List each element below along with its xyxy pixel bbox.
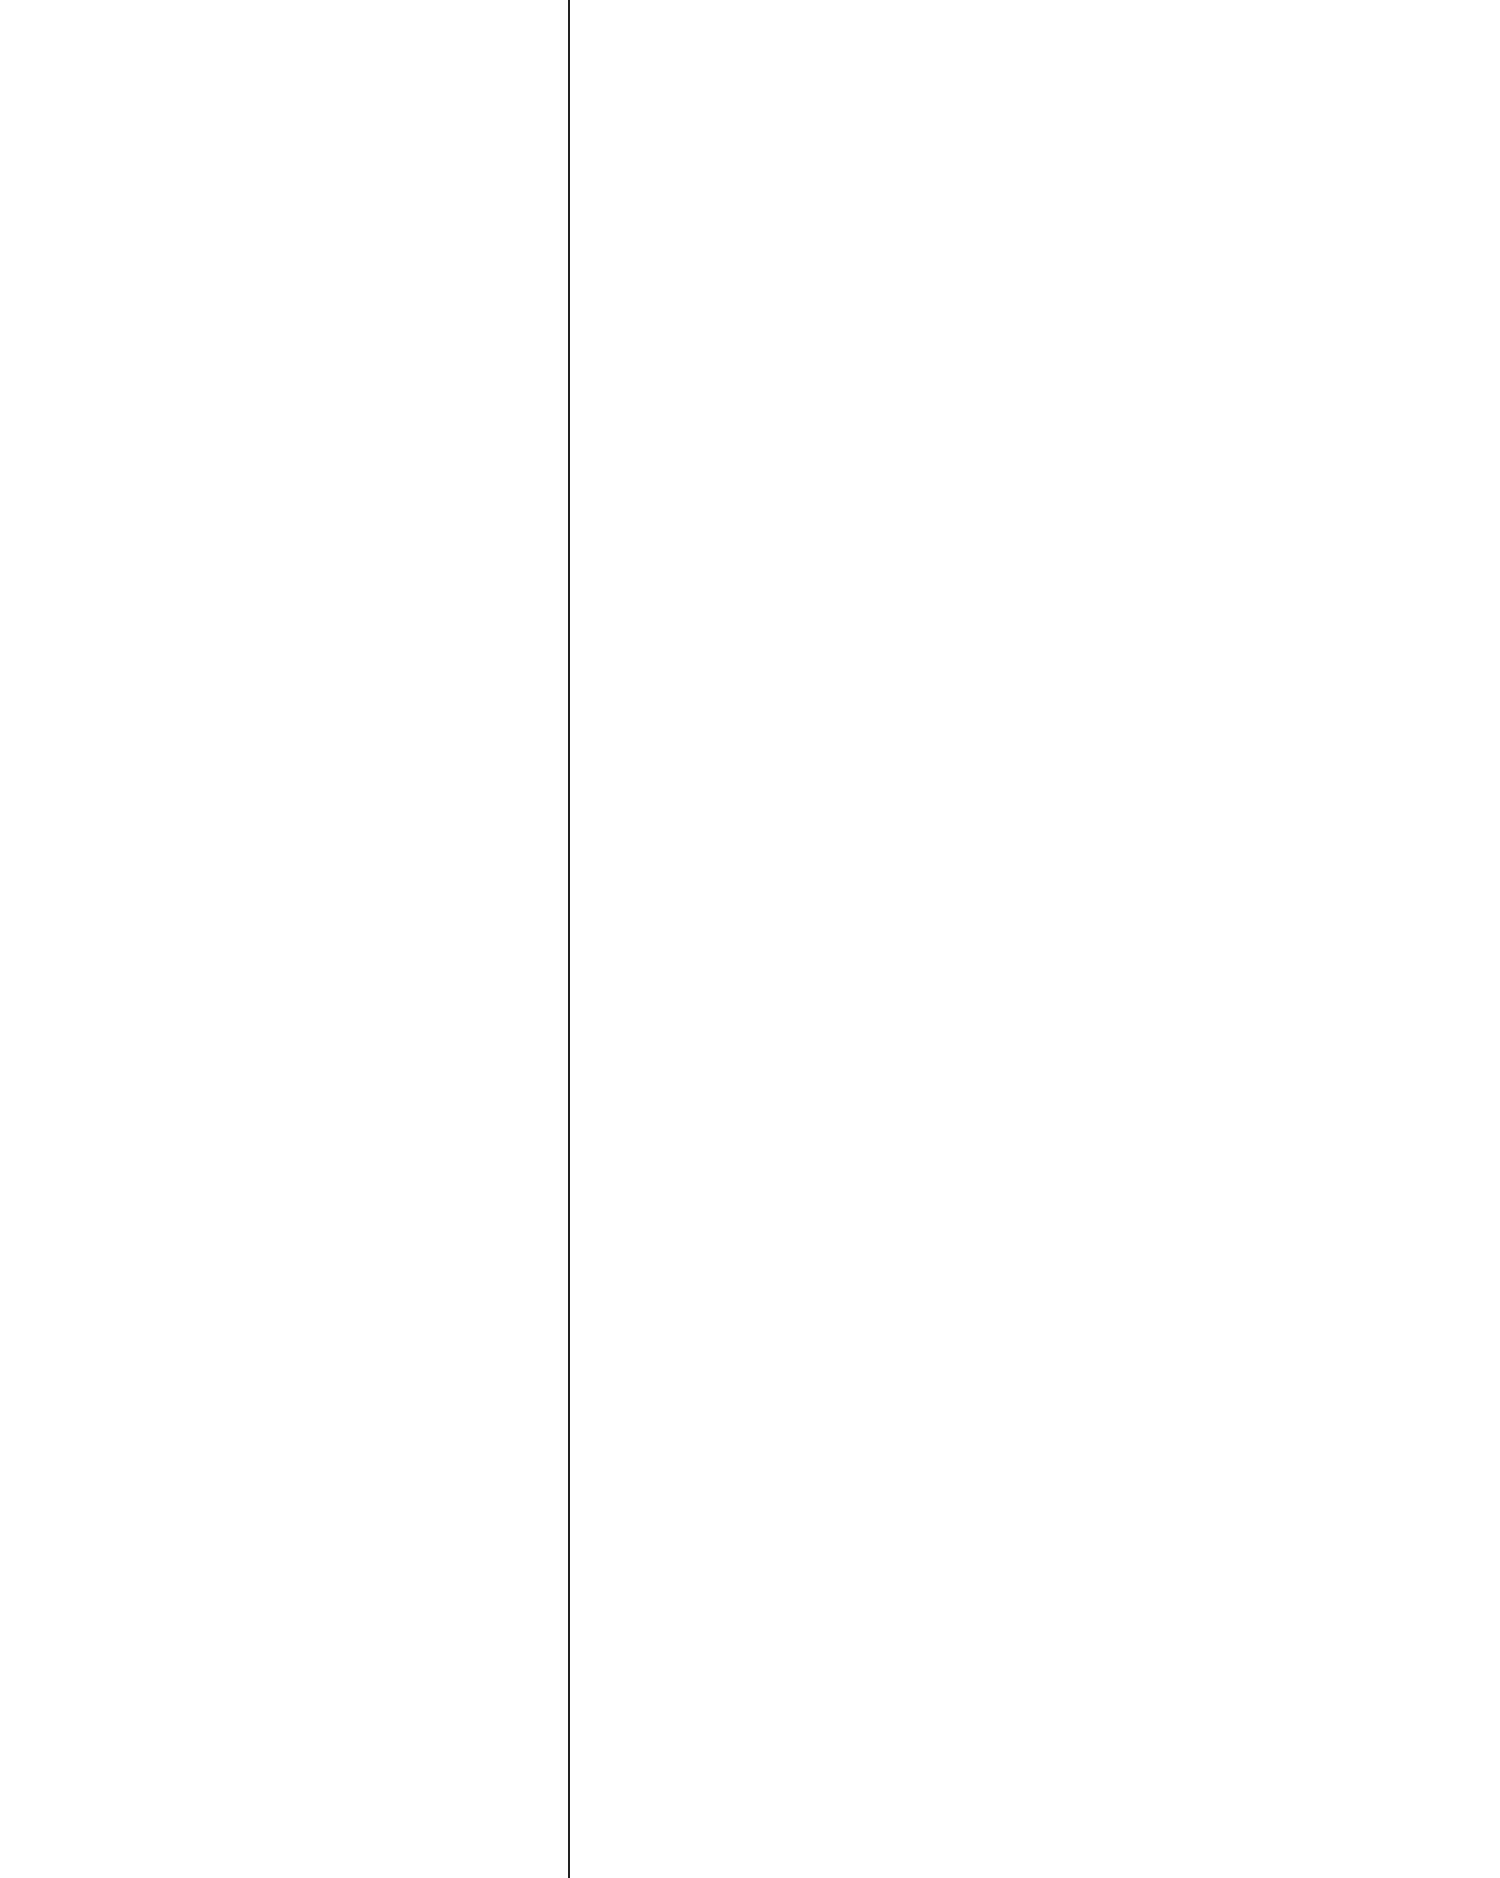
column-divider [568, 0, 570, 1878]
